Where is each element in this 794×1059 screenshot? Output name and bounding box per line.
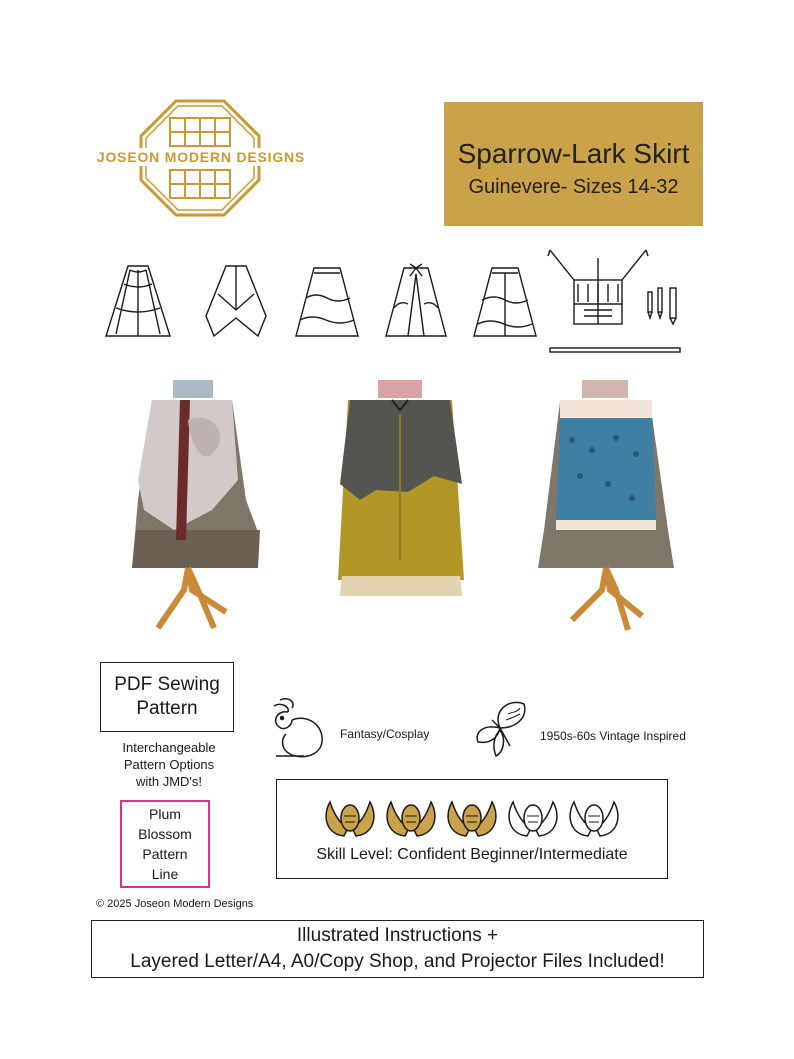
butterfly-icon — [470, 698, 532, 760]
plum-line-3: Pattern — [142, 846, 188, 862]
title-box — [444, 102, 703, 226]
files-line-1: Illustrated Instructions + — [296, 925, 499, 946]
tie-pieces-drawing — [648, 288, 676, 324]
pdf-line-1: PDF Sewing — [114, 674, 220, 695]
plum-line-4: Line — [151, 866, 179, 882]
skirt-line-drawings — [100, 244, 700, 360]
skill-icon-empty — [570, 802, 618, 836]
plum-line-1: Plum — [149, 806, 181, 822]
split-front-skirt-drawing — [386, 264, 446, 336]
skirt-photo-sash-bow — [128, 380, 268, 640]
fantasy-cosplay-label: Fantasy/Cosplay — [340, 727, 430, 741]
pattern-title: Sparrow-Lark Skirt — [457, 138, 690, 169]
interchange-line-3: with JMD's! — [135, 774, 203, 789]
skirt-photo-gold-lace — [330, 380, 470, 640]
skill-level-box — [276, 779, 668, 879]
brand-name: JOSEON MODERN DESIGNS — [88, 148, 314, 166]
skill-icon-empty — [509, 802, 557, 836]
handkerchief-skirt-drawing — [206, 266, 266, 336]
copyright: © 2025 Joseon Modern Designs — [96, 898, 254, 910]
skill-rating-icons — [322, 794, 622, 840]
interchange-line-2: Pattern Options — [123, 757, 215, 772]
interchange-line-1: Interchangeable — [122, 740, 216, 755]
panel-skirt-drawing — [474, 268, 536, 336]
interchangeable-note — [94, 739, 244, 790]
apron-overlay-drawing — [548, 250, 680, 352]
gathered-skirt-drawing — [106, 266, 170, 336]
pattern-subtitle: Guinevere- Sizes 14-32 — [468, 176, 679, 198]
pdf-pattern-box — [100, 662, 234, 732]
plum-blossom-box — [120, 800, 210, 888]
tiered-skirt-drawing — [296, 268, 358, 336]
files-included-box — [91, 920, 704, 978]
vintage-inspired-label: 1950s-60s Vintage Inspired — [540, 729, 686, 743]
skill-level-label: Skill Level: Confident Beginner/Intermediate — [316, 846, 628, 863]
rabbit-icon — [262, 694, 332, 764]
pdf-line-2: Pattern — [136, 698, 198, 719]
skill-icon-filled — [387, 802, 435, 836]
plum-line-2: Blossom — [138, 826, 192, 842]
skill-icon-filled — [448, 802, 496, 836]
skill-icon-filled — [326, 802, 374, 836]
files-line-2: Layered Letter/A4, A0/Copy Shop, and Projector Files Included! — [130, 951, 665, 972]
skirt-photo-blue-apron — [532, 380, 682, 640]
